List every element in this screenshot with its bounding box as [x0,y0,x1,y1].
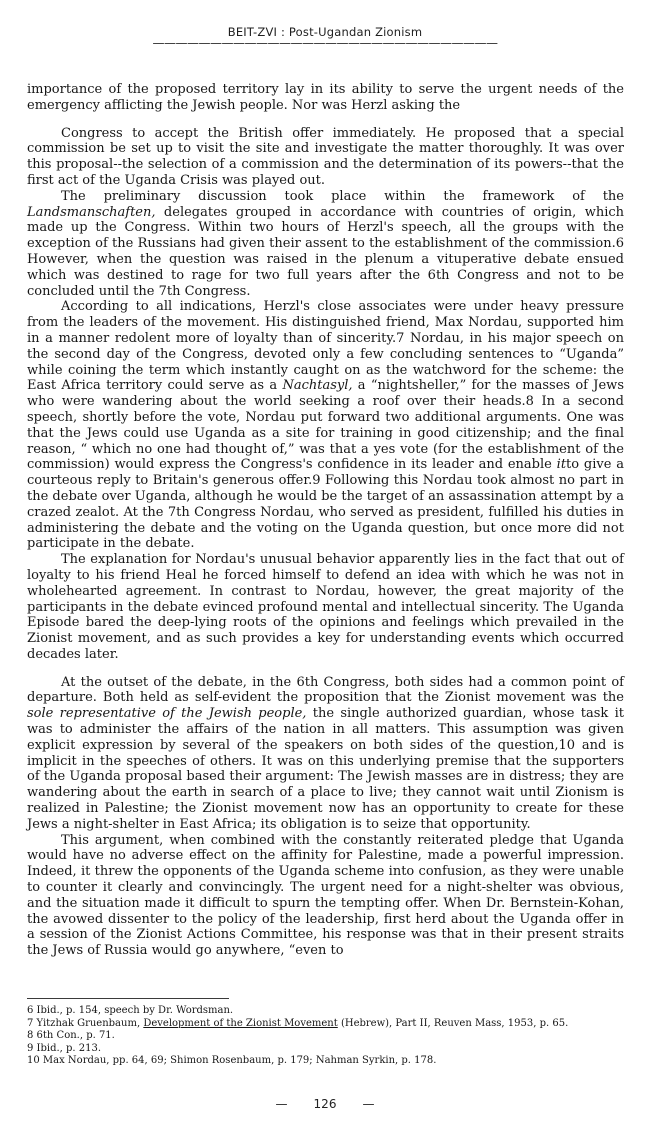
footnotes-list [27,1005,627,1068]
header-rule: —————————————————————————————— [152,36,498,50]
page-number: 126 [313,1097,337,1111]
text-run: (Hebrew), Part II, Reuven Mass, 1953, p. 65. [337,1017,569,1029]
body-paragraph [27,675,624,833]
italic-run: Nachtasyl, [282,378,353,394]
text-run: The preliminary discussion took place within the framework of the [61,188,624,204]
body-paragraph [27,552,624,663]
text-run: Congress to accept the British offer immediately. He proposed that a special commission be set up to visit the site and investigate the matter thoroughly. It was over this proposal--the selection of a commission and the determination of its powers--that the first act of the Uganda Crisis was played out. [27,125,624,188]
text-run: a “nightsheller,” for the masses of Jews who were wandering about the world seeking a roof over their heads.8 In a second speech, shortly before the vote, Nordau put forward two additional arguments. One was that the Jews could use Uganda as a site for training in good citizenship; and the final reason, “ which no one had thought of,” was that a yes vote (for the establishment of the commission) would express the Congress's confidence in its leader and enable [27,378,624,473]
text-run: 6 Ibid., p. 154, speech by Dr. Wordsman. [27,1005,234,1016]
text-run: The explanation for Nordau's unusual behavior apparently lies in the fact that out of loyalty to his friend Heal he forced himself to defend an idea with which he was not in wholehearted agreement. In contrast to Nordau, however, the great majority of the participants in the debate evinced profound mental and intellectual sincerity. The Uganda Episode bared the deep-lying roots of the opinions and feelings which prevailed in the Zionist movement, and as such provides a key for understanding events which occurred decades later. [27,552,624,662]
text-run: According to all indications, Herzl's close associates were under heavy pressure from the leaders of the movement. His distinguished friend, Max Nordau, supported him in a manner redolent more of loyalty than of sincerity.7 Nordau, in his major speech on the second day of the Congress, devoted only a few concluding sentences to “Uganda” while coining the term which instantly caught on as the watchword for the scheme: the East Africa territory could serve as a [27,299,624,394]
footnote-divider [27,998,229,999]
body-paragraph [27,299,624,552]
body-text [27,82,624,959]
footnote [27,1018,627,1031]
text-run: the single authorized guardian, whose task it was to administer the affairs of the nation in all matters. This assumption was given explicit expression by several of the speakers on both sides of the question,10 and is implicit in the speeches of others. It was on this underlying premise that the supporters of the Uganda proposal based their argument: The Jewish masses are in distress; they are wandering about the earth in search of a place to live; they cannot wait until Zionism is realized in Palestine; the Zionist movement now has an opportunity to create for these Jews a night-shelter in East Africa; its obligation is to seize that opportunity. [27,706,624,832]
footnote [27,1043,627,1056]
page-footer [0,1097,650,1111]
italic-run: it [556,457,567,473]
text-run: This argument, when combined with the constantly reiterated pledge that Uganda would have no adverse effect on the affinity for Palestine, made a powerful impression. Indeed, it threw the opponents of the Uganda scheme into confusion, as they were unable to counter it clearly and convincingly. The urgent need for a night-shelter was obvious, and the situation made it difficult to spurn the tempting offer. When Dr. Bernstein-Kohan, the avowed dissenter to the policy of the leadership, first herd about the Uganda offer in a session of the Zionist Actions Committee, his response was that in their present straits the Jews of Russia would go anywhere, “even to [27,832,624,959]
text-run: 7 Yitzhak Gruenbaum, [27,1017,144,1029]
footnote [27,1055,627,1068]
footer-dash-right: — [362,1097,375,1111]
text-run: At the outset of the debate, in the 6th Congress, both sides had a common point of departure. Both held as self-evident the proposition that the Zionist movement was the [27,674,624,706]
text-run: importance of the proposed territory lay in its ability to serve the urgent needs of the emergency afflicting the Jewish people. Nor was Herzl asking the [27,82,624,113]
text-run: 9 Ibid., p. 213. [27,1042,102,1054]
footnote [27,1005,627,1018]
underlined-run: Development of the Zionist Movement [143,1017,338,1029]
footnotes-section [27,998,627,1068]
body-paragraph [27,126,624,189]
italic-run: sole representative of the Jewish people, [27,706,307,722]
text-run: 8 6th Con., p. 71. [27,1030,115,1042]
body-paragraph [27,833,624,959]
text-run: to give a courteous reply to Britain's generous offer.9 Following this Nordau took almost no part in the debate over Uganda, although he would be the target of an assassination attempt by a crazed zealot. At the 7th Congress Nordau, who served as president, fulfilled his duties in administering the debate and the voting on the Uganda question, but once more did not participate in the debate. [27,457,624,552]
body-paragraph [27,82,624,114]
header-title: BEIT-ZVI : Post-Ugandan Zionism [227,25,423,39]
body-paragraph [27,189,624,300]
text-run: delegates grouped in accordance with countries of origin, which made up the Congress. Within two hours of Herzl's speech, all the groups with the exception of the Russians had given their assent to the establishment of the commission.6 However, when the question was raised in the plenum a vituperative debate ensued which was destined to rage for two full years after the 6th Congress and not to be concluded until the 7th Congress. [27,204,624,299]
footnote [27,1030,627,1043]
text-run: 10 Max Nordau, pp. 64, 69; Shimon Rosenbaum, p. 179; Nahman Syrkin, p. 178. [27,1055,437,1067]
footer-dash-left: — [275,1097,288,1111]
italic-run: Landsmanschaften, [27,204,156,220]
